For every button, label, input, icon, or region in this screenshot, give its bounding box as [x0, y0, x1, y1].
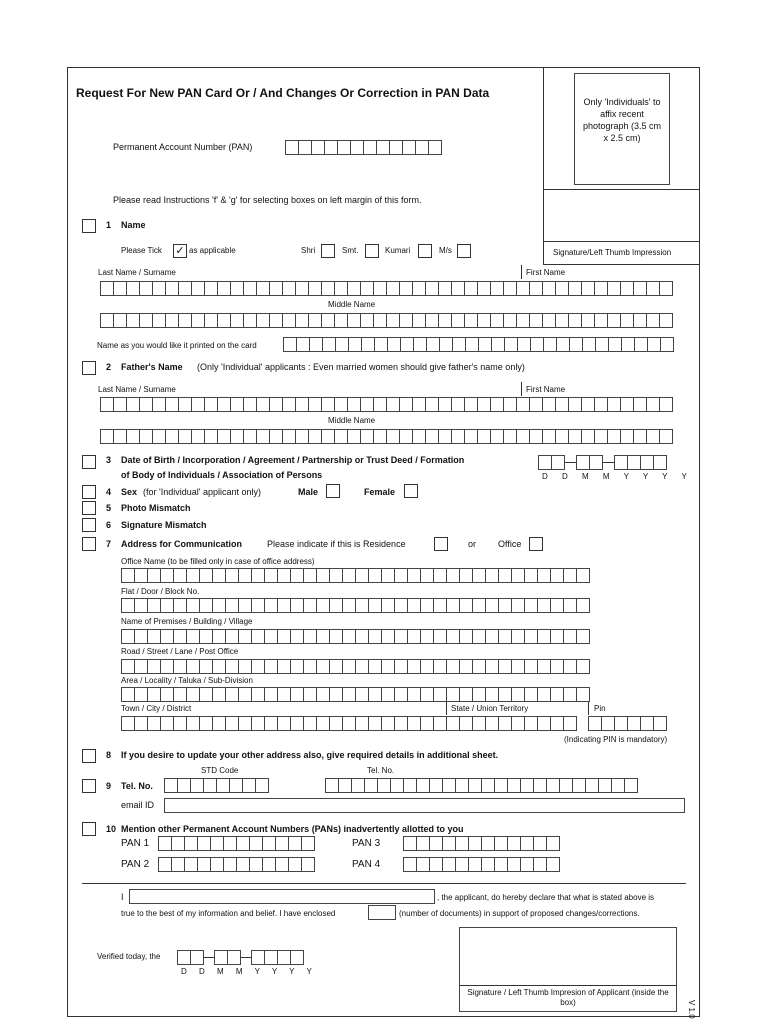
section-3-checkbox[interactable] — [82, 455, 96, 469]
verified-sep-1 — [204, 957, 214, 958]
father-name-row-2[interactable] — [100, 429, 672, 444]
office-label: Office — [498, 539, 522, 549]
num-documents-input[interactable] — [368, 905, 396, 920]
tel-no-label: Tel. No. — [367, 766, 395, 775]
name-row-2[interactable] — [100, 313, 672, 328]
form-title: Request For New PAN Card Or / And Changes Or Correction in PAN Data — [76, 86, 490, 100]
pan1-input[interactable] — [158, 836, 314, 851]
office-name-input[interactable] — [121, 568, 589, 583]
section-4-title: Sex — [121, 487, 138, 497]
shri-label: Shri — [301, 246, 316, 255]
pan3-label: PAN 3 — [352, 838, 381, 849]
premises-input[interactable] — [121, 629, 589, 644]
section-5-number: 5 — [106, 503, 112, 513]
section-8-number: 8 — [106, 750, 112, 760]
section-6-title: Signature Mismatch — [121, 520, 207, 530]
printed-name-input[interactable] — [283, 337, 673, 352]
email-label: email ID — [121, 800, 155, 810]
female-label: Female — [364, 487, 396, 497]
flat-input[interactable] — [121, 598, 589, 613]
pan3-input[interactable] — [403, 836, 559, 851]
state-divider — [446, 702, 447, 715]
last-name-label: Last Name / Surname — [98, 268, 176, 277]
father-first-name-label: First Name — [526, 385, 566, 394]
name-row-1[interactable] — [100, 281, 672, 296]
section-7-note: Please indicate if this is Residence — [267, 539, 406, 549]
section-2-number: 2 — [106, 362, 112, 372]
section-4-checkbox[interactable] — [82, 485, 96, 499]
section-2-title: Father's Name — [121, 362, 183, 372]
section-2-checkbox[interactable] — [82, 361, 96, 375]
female-checkbox[interactable] — [404, 484, 418, 498]
dob-sep-1 — [565, 462, 576, 463]
middle-name-label: Middle Name — [328, 300, 376, 309]
pan1-label: PAN 1 — [121, 838, 150, 849]
section-1-number: 1 — [106, 220, 112, 230]
verified-month[interactable] — [214, 950, 240, 965]
section-7-number: 7 — [106, 539, 112, 549]
version-label: V 1.0 — [687, 1000, 696, 1019]
area-label: Area / Locality / Taluka / Sub-Division — [121, 676, 253, 685]
pan4-label: PAN 4 — [352, 859, 381, 870]
residence-checkbox[interactable] — [434, 537, 448, 551]
photo-box-text: Only 'Individuals' to affix recent photograph (3.5 cm x 2.5 cm) — [582, 97, 662, 143]
section-8-title: If you desire to update your other address also, give required details in additional sheet. — [121, 750, 499, 760]
tel-no-input[interactable] — [325, 778, 637, 793]
office-checkbox[interactable] — [529, 537, 543, 551]
premises-label: Name of Premises / Building / Village — [121, 617, 253, 626]
section-9-number: 9 — [106, 781, 112, 791]
father-last-name-label: Last Name / Surname — [98, 385, 176, 394]
dob-format: D D M M Y Y Y Y — [542, 472, 693, 481]
section-5-title: Photo Mismatch — [121, 503, 191, 513]
pan2-label: PAN 2 — [121, 859, 150, 870]
section-3-line2: of Body of Individuals / Association of Persons — [121, 470, 323, 480]
dob-year[interactable] — [614, 455, 666, 470]
declaration-divider — [82, 883, 686, 884]
applicant-name-input[interactable] — [129, 889, 435, 904]
applicant-signature-label: Signature / Left Thumb Impresion of Applicant (inside the box) — [467, 988, 669, 1007]
pan2-input[interactable] — [158, 857, 314, 872]
pan-input[interactable] — [285, 140, 441, 155]
shri-checkbox[interactable] — [321, 244, 335, 258]
photo-bottom-line — [543, 189, 700, 190]
section-9-title: Tel. No. — [121, 781, 153, 791]
father-middle-name-label: Middle Name — [328, 416, 376, 425]
dob-month[interactable] — [576, 455, 602, 470]
area-input[interactable] — [121, 687, 589, 702]
dob-sep-2 — [603, 462, 614, 463]
declaration-i: I — [121, 892, 124, 902]
section-3-number: 3 — [106, 455, 112, 465]
flat-label: Flat / Door / Block No. — [121, 587, 200, 596]
declaration-text-2a: true to the best of my information and belief. I have enclosed — [121, 909, 336, 918]
road-input[interactable] — [121, 659, 589, 674]
section-10-checkbox[interactable] — [82, 822, 96, 836]
email-input[interactable] — [164, 798, 685, 813]
section-1-checkbox[interactable] — [82, 219, 96, 233]
declaration-text-2b: (number of documents) in support of proposed changes/corrections. — [399, 909, 640, 918]
tick-label: Please Tick — [121, 246, 162, 255]
road-label: Road / Street / Lane / Post Office — [121, 647, 239, 656]
section-8-checkbox[interactable] — [82, 749, 96, 763]
instructions: Please read Instructions 'f' & 'g' for selecting boxes on left margin of this form. — [113, 195, 422, 205]
section-4-note: (for 'Individual' applicant only) — [143, 487, 261, 497]
signature-box-divider — [460, 985, 676, 986]
verified-year[interactable] — [251, 950, 303, 965]
section-7-title: Address for Communication — [121, 539, 243, 549]
section-10-number: 10 — [106, 824, 117, 834]
photo-box[interactable] — [574, 73, 670, 185]
pin-note: (Indicating PIN is mandatory) — [564, 735, 668, 744]
section-9-checkbox[interactable] — [82, 779, 96, 793]
section-4-number: 4 — [106, 487, 112, 497]
father-first-name-divider — [521, 382, 522, 396]
pin-label: Pin — [594, 704, 606, 713]
smt-label: Smt. — [342, 246, 359, 255]
first-name-label: First Name — [526, 268, 566, 277]
std-code-input[interactable] — [164, 778, 268, 793]
section-1-title: Name — [121, 220, 146, 230]
ms-checkbox[interactable] — [457, 244, 471, 258]
pan4-input[interactable] — [403, 857, 559, 872]
town-label: Town / City / District — [121, 704, 192, 713]
verified-date-format: D D M M Y Y Y Y — [181, 967, 317, 976]
or-label: or — [468, 539, 477, 549]
std-code-label: STD Code — [201, 766, 239, 775]
male-checkbox[interactable] — [326, 484, 340, 498]
declaration-text-1: , the applicant, do hereby declare that what is stated above is — [437, 893, 655, 902]
section-6-number: 6 — [106, 520, 112, 530]
pin-input[interactable] — [588, 716, 666, 731]
section-6-checkbox[interactable] — [82, 518, 96, 532]
verified-sep-2 — [241, 957, 251, 958]
father-name-row-1[interactable] — [100, 397, 672, 412]
kumari-label: Kumari — [385, 246, 411, 255]
printed-name-label: Name as you would like it printed on the card — [97, 341, 257, 350]
verified-day[interactable] — [177, 950, 203, 965]
kumari-checkbox[interactable] — [418, 244, 432, 258]
section-3-line1: Date of Birth / Incorporation / Agreement / Partnership or Trust Deed / Formation — [121, 455, 465, 465]
applicant-signature-box[interactable] — [459, 927, 677, 1012]
town-state-input[interactable] — [121, 716, 576, 731]
section-5-checkbox[interactable] — [82, 501, 96, 515]
section-10-title: Mention other Permanent Account Numbers (PANs) inadvertently allotted to you — [121, 824, 464, 834]
section-7-checkbox[interactable] — [82, 537, 96, 551]
sign-bottom-line — [543, 264, 700, 265]
tick-example-checkbox: ✓ — [173, 244, 187, 258]
section-2-note: (Only 'Individual' applicants : Even married women should give father's name only) — [197, 362, 525, 372]
state-label: State / Union Territory — [451, 704, 529, 713]
dob-day[interactable] — [538, 455, 564, 470]
ms-label: M/s — [439, 246, 452, 255]
first-name-divider — [521, 265, 522, 279]
pan-label: Permanent Account Number (PAN) — [113, 142, 253, 152]
photo-divider — [543, 67, 544, 264]
verified-label: Verified today, the — [97, 952, 161, 961]
as-applicable: as applicable — [189, 246, 236, 255]
signature-box-label: Signature/Left Thumb Impression — [553, 248, 672, 257]
pin-divider — [588, 702, 589, 715]
sign-top-line — [543, 241, 700, 242]
smt-checkbox[interactable] — [365, 244, 379, 258]
male-label: Male — [298, 487, 319, 497]
office-name-label: Office Name (to be filled only in case of office address) — [121, 557, 315, 566]
